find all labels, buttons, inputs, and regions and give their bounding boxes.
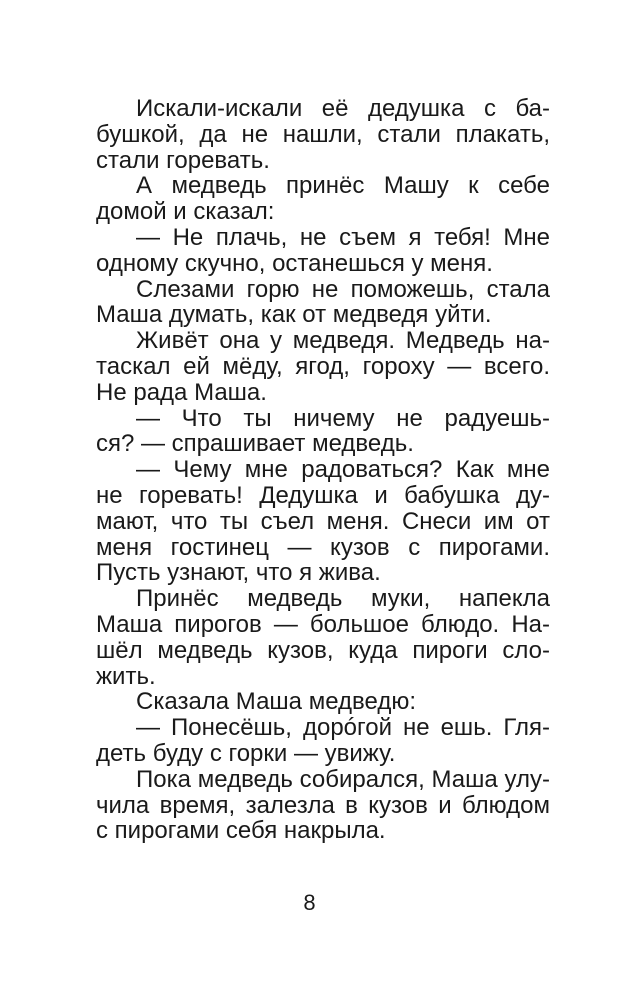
- text-line: мают, что ты съел меня. Снеси им от: [96, 507, 550, 535]
- text-line: с пирогами себя накрыла.: [96, 817, 386, 845]
- text-line: Принёс медведь муки, напекла: [136, 585, 550, 613]
- text-line: — Чему мне радоваться? Как мне: [136, 456, 550, 484]
- text-line: шёл медведь кузов, куда пироги сло-: [96, 636, 550, 664]
- text-line: бушкой, да не нашли, стали плакать,: [96, 120, 550, 148]
- text-line: Слезами горю не поможешь, стала: [136, 275, 550, 303]
- page-number: 8: [303, 890, 316, 915]
- text-line: Маша пирогов — большое блюдо. На-: [96, 610, 550, 638]
- text-line: Живёт она у медведя. Медведь на-: [136, 327, 550, 355]
- text-line: не горевать! Дедушка и бабушка ду-: [96, 481, 550, 509]
- text-line: стали горевать.: [96, 146, 270, 174]
- story-text: [96, 96, 550, 844]
- text-line: Не рада Маша.: [96, 378, 267, 406]
- text-line: деть буду с горки — увижу.: [96, 739, 396, 767]
- text-line: таскал ей мёду, ягод, гороху — всего.: [96, 352, 550, 380]
- text-line: Пока медведь собирался, Маша улу-: [136, 765, 550, 793]
- text-line: — Что ты ничему не радуешь-: [136, 404, 550, 432]
- text-line: домой и сказал:: [96, 198, 275, 226]
- text-line: — Понесёшь, дорóгой не ешь. Гля-: [136, 714, 550, 742]
- text-line: А медведь принёс Машу к себе: [136, 172, 550, 200]
- text-line: Маша думать, как от медведя уйти.: [96, 301, 492, 329]
- text-line: меня гостинец — кузов с пирогами.: [96, 533, 550, 561]
- text-line: Искали-искали её дедушка с ба-: [136, 95, 550, 122]
- text-line: ся? — спрашивает медведь.: [96, 430, 414, 458]
- text-line: — Не плачь, не съем я тебя! Мне: [136, 223, 550, 251]
- text-line: Сказала Маша медведю:: [136, 688, 416, 716]
- text-line: Пусть узнают, что я жива.: [96, 559, 381, 587]
- text-line: чила время, залезла в кузов и блюдом: [96, 791, 550, 819]
- text-line: жить.: [96, 662, 156, 690]
- text-line: одному скучно, останешься у меня.: [96, 249, 493, 277]
